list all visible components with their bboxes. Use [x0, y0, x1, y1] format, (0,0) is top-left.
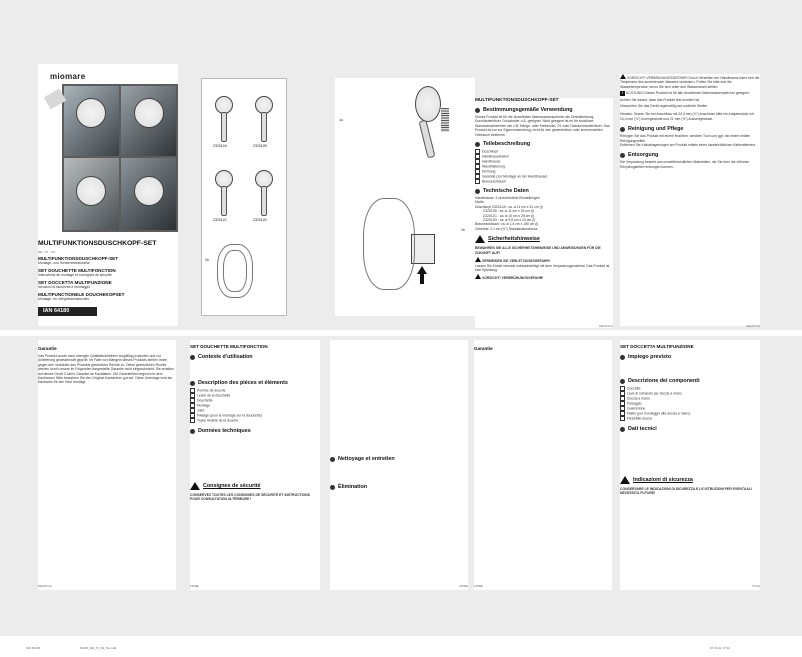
showerhead-image: [76, 98, 106, 128]
fr-section-tech: [190, 428, 320, 434]
de-section-use-title: Bestimmungsgemäße Verwendung: [483, 107, 573, 113]
de-use-text: Dieses Produkt ist für die druckfesten Warmwasserspeicher als Zentralheizung, Durchlauferhitzer, Druckboiler o.Ä. geeignet. Nicht geeignet ist es für drucklose Warmwasserbereiter wie z.B. Hänge- oder Kleinboiler, Öl- oder Gasdurchlauferhitzer. Das Produkt ist nur zur Eigenverwendung, nicht für den gewerblichen oder kommerziellen Gebrauch bestimmt.: [475, 115, 610, 137]
fr-section-parts: [190, 380, 320, 386]
de-children-warning: [475, 257, 613, 272]
de-right-line-text: ACHTUNG! Dieses Produkt ist für alle druckfesten Warmwasserspeicher geeignet.: [625, 91, 750, 96]
de-right-line: Überprüfen Sie das Gerät regelmäßig auf undichte Stellen.: [620, 104, 709, 109]
fr-clean-title: Nettoyage et entretien: [338, 456, 395, 462]
warning-icon: [620, 476, 630, 484]
tech-line: Z32012D : ca. ø 9,8 cm x 24 cm (l): [483, 218, 536, 223]
list-item-text: Joint: [197, 408, 205, 413]
de-dispose-title: Entsorgung: [628, 152, 659, 159]
info-icon: [190, 355, 195, 360]
fr-safety-title: Consignes de sécurité: [203, 483, 261, 489]
de-children-text: Lassen Sie Kinder niemals unbeaufsichtigt mit dem Verpackungsmaterial. Das Produkt ist kein Spielzeug.: [475, 263, 610, 272]
page-footer: FR/BE: [459, 584, 468, 588]
list-item: [620, 416, 760, 421]
fr-section-use: [190, 354, 320, 360]
tech-line: Z32012C : ca. ø 10 cm x 25 cm (l): [483, 213, 535, 218]
warning-icon: [475, 235, 485, 243]
warning-icon: [475, 274, 481, 279]
checkbox-glyph: [475, 179, 480, 184]
cover-entry: [38, 292, 178, 301]
showerhead-diagram: [415, 86, 441, 122]
list-item-text: Fissaggio: [627, 401, 642, 406]
page-footer: FR/BE: [474, 584, 483, 588]
figure-label: Z32012A: [213, 144, 227, 148]
handle-diagram: [221, 112, 227, 142]
cover-entry-sub: Montage- und Sicherheitshinweise: [38, 261, 90, 265]
cover-entry: [38, 256, 178, 265]
de-dispose-text: Die Verpackung besteht aus umweltfreundlichen Materialien, die Sie über die örtlichen Recyclingstellen entsorgen können.: [620, 160, 750, 169]
cover-entry: [38, 280, 178, 289]
cover-lang-flags: DE · AT · CH: [38, 250, 56, 254]
cover-panel: [38, 64, 178, 326]
de-right-line: Achten Sie darauf, dass das Produkt fest montiert ist.: [620, 97, 700, 102]
page-footer: FR/BE: [190, 584, 199, 588]
tech-line: Duschkopf Z32012A : ca. ø 11 cm x 24 cm (l): [475, 204, 543, 209]
info-icon: [190, 429, 195, 434]
de-title: MULTIFUNKTIONSDUSCHKOPF-SET: [475, 98, 559, 103]
info-icon: [475, 108, 480, 113]
it-section-use: [620, 354, 760, 360]
de-parts-list: [475, 149, 613, 184]
info-icon: [620, 355, 625, 360]
figure-panel-heads: [201, 78, 287, 316]
de-right-page: [620, 74, 760, 326]
info-icon: [620, 379, 625, 384]
figure-callout: 2a: [205, 258, 209, 262]
de-section-parts: [475, 141, 613, 147]
fr-parts-title: Description des pièces et éléments: [198, 380, 288, 386]
handle-diagram: [221, 186, 227, 216]
showerhead-image: [134, 176, 164, 206]
warning-icon: [190, 482, 200, 490]
cover-photo-grid: [62, 84, 178, 232]
checkbox-glyph: [190, 418, 195, 423]
list-item-text: Doccetta: [627, 386, 641, 391]
showerhead-image: [76, 176, 106, 206]
fr-page: [190, 340, 320, 590]
arrow-shaft: [420, 274, 424, 284]
it-parts-title: Descrizione dei componenti: [628, 378, 700, 384]
cover-entry-title: MULTIFUNCTIONELE DOUCHEKOPSET: [38, 292, 125, 297]
fr-garantie-title: Garantie: [474, 346, 493, 351]
de-garantie-title: Garantie: [38, 346, 57, 351]
de-right-line-text: VORSICHT! VERBRÜHUNGSGEFAHR! Durch Verstellen der Handbrause kann sich die Temperatur des austretenden Wassers verändern. Prüfen Sie bitte erst die Wassertemperatur, bevor Sie sich unter den Wasserstrahl stellen.: [620, 76, 760, 89]
handle-diagram: [419, 120, 436, 159]
page-footer: DE/AT/CH: [746, 324, 760, 328]
it-page: [620, 340, 760, 590]
page-footer: IT/CH: [752, 584, 760, 588]
de-right-line: [620, 74, 760, 89]
it-section-tech: [620, 426, 760, 432]
list-item-text: Tuyau flexible de la douche: [197, 418, 239, 423]
tech-line: Brauseschlauch: ca. ø 1,4 cm x 150 cm (l): [475, 222, 539, 227]
cover-entry-sub: Istruzioni di sicurezza e montaggio: [38, 285, 91, 289]
list-item-text: Douchette: [197, 398, 213, 403]
page-footer: DE/AT/CH: [38, 584, 52, 588]
list-item-text: Montage: [197, 403, 211, 408]
cover-entry-sub: Instructions de montage et consignes de sécurité: [38, 273, 112, 277]
de-garantie-page: [38, 340, 176, 590]
hose-coil: [363, 198, 415, 290]
list-item-text: Wandhalterung: [482, 164, 505, 169]
de-hint: Hinweis: Setzen Sie bei Anschluss mit 24,4 mm (¾") Anschluss bitte ein Adapterstück mit 24,4 mm (¾") Innengewinde und 21 mm (½") Aussengewinde.: [620, 112, 754, 121]
info-icon: [620, 427, 625, 432]
cover-entry-sub: Montage- en veiligheidsinstructies: [38, 297, 90, 301]
list-item-text: Filetto (per montaggio alla doccia a mano): [627, 411, 691, 416]
fr-tech-title: Données techniques: [198, 428, 251, 434]
it-section-parts: [620, 378, 760, 384]
figure-label: Z32012C: [213, 218, 227, 222]
list-item: [190, 418, 320, 423]
achtung-badge: !: [622, 91, 624, 96]
list-item-text: Handbrausehebel: [482, 154, 509, 159]
de-clean-title: Reinigung und Pflege: [628, 126, 684, 133]
de-tech-lines: [475, 196, 613, 231]
list-item-text: Doccia a mano: [627, 396, 650, 401]
fr-section-clean: [330, 456, 468, 462]
checkbox-glyph: [620, 416, 625, 421]
it-section-safety: [620, 476, 760, 484]
figure-callout: 1a: [339, 118, 343, 122]
de-section-use: [475, 107, 613, 113]
de-safety-caps: BEWAHREN SIE ALLE SICHERHEITSHINWEISE UND ANWEISUNGEN FÜR DIE ZUKUNFT AUF!: [475, 246, 601, 255]
fr-parts-list: [190, 388, 320, 423]
cover-entry: [38, 268, 178, 277]
tech-line: Gewinde: 2,1 cm (½") Standardanschluss: [475, 226, 538, 231]
list-item-text: Levier de la douchette: [197, 393, 231, 398]
list-item-text: Gewinde (zur Montage an der Handbrause): [482, 174, 548, 179]
info-icon: [620, 153, 625, 158]
handle-diagram: [261, 112, 267, 142]
ian-box: [38, 307, 97, 316]
de-clean-line: Entfernen Sie Kalkablagerungen am Produkt mittels eines handelsüblichen Kalkentferners.: [620, 143, 757, 148]
de-clean-line: Reinigen Sie das Produkt mit einem feuchten, weichen Tuch und ggf. mit einem milden Reinigungsmittel.: [620, 134, 751, 143]
slug-file: 64180_DE_IT_FR_NL.indd: [80, 646, 117, 650]
figure-callout: 1b: [461, 228, 465, 232]
list-item-text: Guarnizione: [627, 406, 646, 411]
cover-entry-title: SET DOUCHETTE MULTIFONCTION: [38, 268, 116, 273]
de-children-title: VERMEIDEN SIE VERLETZUNGSGEFAHR!: [481, 259, 550, 264]
showerhead-image: [134, 98, 164, 128]
list-item-text: Duschkopf: [482, 149, 499, 154]
figure-panel-mount: [335, 78, 475, 316]
fr-title: SET DOUCHETTE MULTIFONCTION: [190, 344, 268, 349]
page-footer: DE/AT/CH: [599, 324, 613, 328]
it-safety-caps: CONSERVARE LE INDICAZIONI DI SICUREZZA E LE ISTRUZIONI PER EVENTUALI NECESSITÀ FUTURE!: [620, 487, 752, 496]
de-section-tech-title: Technische Daten: [483, 188, 529, 195]
list-item-text: Flessibile doccia: [627, 416, 652, 421]
warning-icon: [620, 74, 626, 79]
de-care-warning: [475, 274, 613, 280]
de-care-title: VORSICHT! VERBRÜHUNGSGEFAHR!: [481, 276, 544, 281]
threaded-fitting: [441, 108, 449, 132]
de-section-safety: [475, 235, 613, 243]
list-item-text: Leva di comando per doccia a mano: [627, 391, 682, 396]
fr-section-dispose: [330, 484, 468, 490]
tech-line: Z32012B : ca. ø 11 cm x 25 cm (l): [483, 209, 534, 214]
de-section-dispose: [620, 152, 760, 158]
it-tech-title: Dati tecnici: [628, 426, 657, 432]
fr-right-page: [330, 340, 468, 590]
list-item-text: Filetage (pour le montage sur la douchette): [197, 413, 262, 418]
info-icon: [330, 457, 335, 462]
info-icon: [190, 381, 195, 386]
de-page: [475, 98, 613, 328]
de-section-safety-title: Sicherheitshinweise: [488, 236, 540, 243]
fr-use-title: Contexte d'utilisation: [198, 354, 253, 360]
slug-date: 07.09.11 17:02: [710, 646, 730, 650]
info-icon: [620, 127, 625, 132]
cover-entry-title: SET DOCCETTA MULTIFUNZIONE: [38, 280, 112, 285]
fr-section-safety: [190, 482, 320, 490]
fr-safety-caps: CONSERVEZ TOUTES LES CONSIGNES DE SÉCURITÉ ET INSTRUCTIONS POUR CONSULTATION ULTÉRIEURE !: [190, 493, 310, 502]
de-garantie-text: Das Produkt wurde nach strengen Qualitätsrichtlinien sorgfältig produziert und vor Anlieferung gewissenhaft geprüft. Im Falle von Mängeln dieses Produkts stehen Ihnen gegen den Verkäufer des Produkts gesetzliche Rechte zu. Diese gesetzlichen Rechte werden durch unsere im Folgenden dargestellte Garantie nicht eingeschränkt. Sie erhalten auf dieses Gerät 3 Jahre Garantie ab Kaufdatum. Die Garantiefrist beginnt mit dem Kaufdatum. Bitte bewahren Sie den Original-Kassenbon gut auf. Diese Unterlage wird als Nachweis für den Kauf benötigt.: [38, 354, 174, 385]
cover-entry-title: MULTIFUNKTIONSDUSCHKOPF-SET: [38, 256, 119, 261]
list-item-text: Pomme de douche: [197, 388, 226, 393]
warning-icon: [475, 257, 481, 262]
cover-title: MULTIFUNKTIONSDUSCHKOPF-SET: [38, 240, 157, 247]
it-use-title: Impiego previsto: [628, 354, 672, 360]
fr-garantie-page: [474, 340, 612, 590]
list-item-text: Handbrause: [482, 159, 501, 164]
it-title: SET DOCCETTA MULTIFUNZIONE: [620, 344, 694, 349]
list-item-text: Brauseschlauch: [482, 179, 507, 184]
tech-line: Handbrause: 3 verschiedene Einstellungen: [475, 196, 540, 201]
info-icon: [475, 142, 480, 147]
tech-line: Maße:: [475, 200, 485, 205]
de-section-tech: [475, 188, 613, 194]
de-section-parts-title: Teilebeschreibung: [483, 141, 531, 148]
hose-coil: [223, 250, 247, 292]
ian-label: IAN 64180: [43, 308, 70, 314]
list-item-text: Dichtung: [482, 169, 496, 174]
info-icon: [330, 485, 335, 490]
it-parts-list: [620, 386, 760, 421]
info-icon: [475, 189, 480, 194]
de-right-line: [620, 91, 760, 95]
figure-label: Z32012B: [253, 144, 267, 148]
brand-logo: miomare: [50, 72, 86, 81]
figure-label: Z32012D: [253, 218, 267, 222]
list-item: [475, 179, 613, 184]
handle-diagram: [261, 186, 267, 216]
de-section-clean: [620, 126, 760, 132]
fr-dispose-title: Élimination: [338, 484, 368, 490]
slug-left: IAN 64180: [26, 646, 41, 650]
arrow-up-icon: [417, 266, 427, 274]
it-safety-title: Indicazioni di sicurezza: [633, 477, 693, 483]
